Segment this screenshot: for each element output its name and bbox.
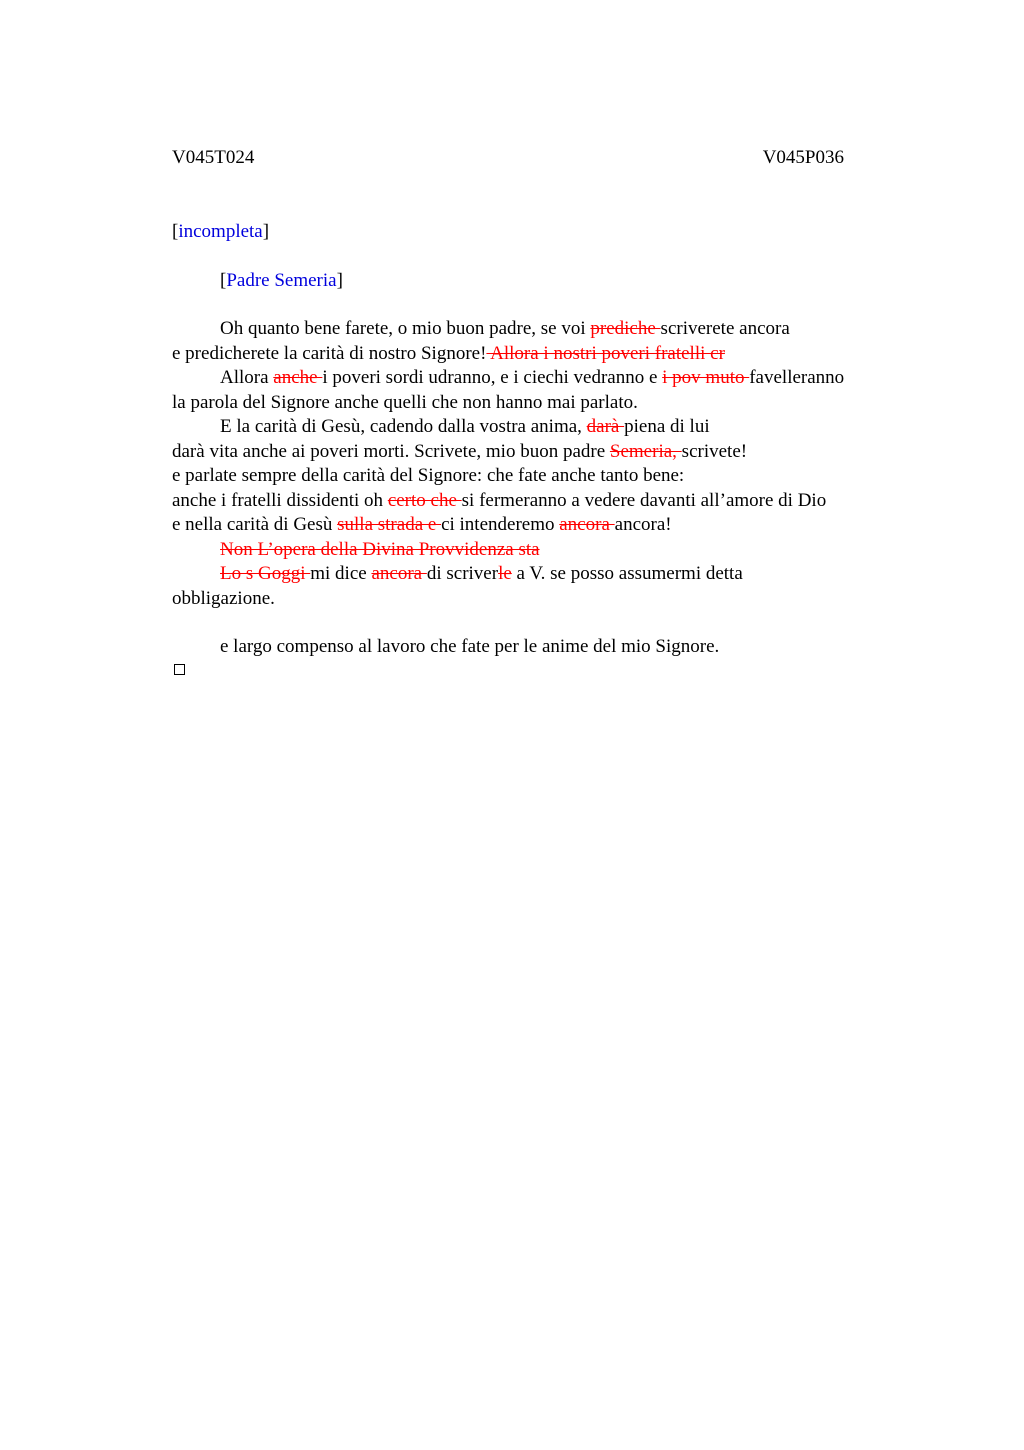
text-span: anche i fratelli dissidenti oh [172, 490, 388, 511]
recipient-label: Padre Semeria [226, 270, 337, 291]
deleted-text: sulla strada e [337, 514, 442, 535]
text-span: scrivete! [681, 441, 748, 462]
deleted-text: le [498, 563, 512, 584]
deleted-text: Allora i nostri poveri fratelli cr [486, 343, 725, 364]
text-span: piena di lui [624, 416, 710, 437]
text-line-6 [172, 440, 747, 464]
text-line-4 [172, 391, 638, 415]
text-span: e nella carità di Gesù [172, 514, 338, 535]
text-span: ancora! [614, 514, 672, 535]
text-line-12 [172, 587, 275, 611]
text-span: ci intenderemo [441, 514, 560, 535]
text-span: e predicherete la carità di nostro Signore! [172, 343, 487, 364]
text-line-2 [172, 342, 725, 366]
text-line-5 [220, 415, 710, 439]
deleted-text: ancora [559, 514, 615, 535]
page-header [172, 146, 844, 170]
bracket-close: ] [262, 221, 270, 242]
text-span: scriverete ancora [660, 318, 790, 339]
text-span: E la carità di Gesù, cadendo dalla vostra anima, [220, 416, 587, 437]
text-line-8 [172, 489, 826, 513]
text-line-1 [220, 317, 790, 341]
deleted-text: Non L’opera della Divina Provvidenza sta [220, 539, 540, 560]
text-line-7 [172, 464, 684, 488]
bracket-open: [ [220, 270, 227, 291]
text-span: i poveri sordi udranno, e i ciechi vedranno e [322, 367, 663, 388]
text-span: Allora [220, 367, 274, 388]
text-span: obbligazione. [172, 588, 275, 609]
text-span: favelleranno [749, 367, 845, 388]
document-code-right: V045P036 [762, 147, 844, 168]
text-line-3 [220, 366, 844, 390]
deleted-text: i pov muto [662, 367, 750, 388]
deleted-text: Lo s Goggi [220, 563, 311, 584]
text-span: la parola del Signore anche quelli che non hanno mai parlato. [172, 392, 638, 413]
text-span: Oh quanto bene farete, o mio buon padre, se voi [220, 318, 591, 339]
deleted-text: Semeria, [609, 441, 682, 462]
text-span: a V. se posso assumermi detta [511, 563, 743, 584]
text-span: mi dice [310, 563, 372, 584]
deleted-text: certo che [387, 490, 462, 511]
text-span: di scriver [426, 563, 499, 584]
deleted-text: ancora [371, 563, 427, 584]
text-span: darà vita anche ai poveri morti. Scrivete, mio buon padre [172, 441, 610, 462]
text-line-9 [172, 513, 672, 537]
status-label: incompleta [178, 221, 263, 242]
recipient-note [220, 269, 343, 293]
bracket-open: [ [172, 221, 179, 242]
deleted-text: anche [273, 367, 323, 388]
deleted-text: darà [586, 416, 625, 437]
deleted-text: prediche [590, 318, 661, 339]
text-line-10 [220, 538, 540, 562]
document-code-left: V045T024 [172, 147, 255, 168]
status-note [172, 220, 269, 244]
text-span: e parlate sempre della carità del Signore: che fate anche tanto bene: [172, 465, 685, 486]
bracket-close: ] [336, 270, 343, 291]
empty-square-icon [174, 664, 185, 675]
text-span: si fermeranno a vedere davanti all’amore di Dio [461, 490, 827, 511]
text-line-13 [220, 635, 719, 659]
text-line-11 [220, 562, 743, 586]
text-span: e largo compenso al lavoro che fate per le anime del mio Signore. [220, 636, 720, 657]
